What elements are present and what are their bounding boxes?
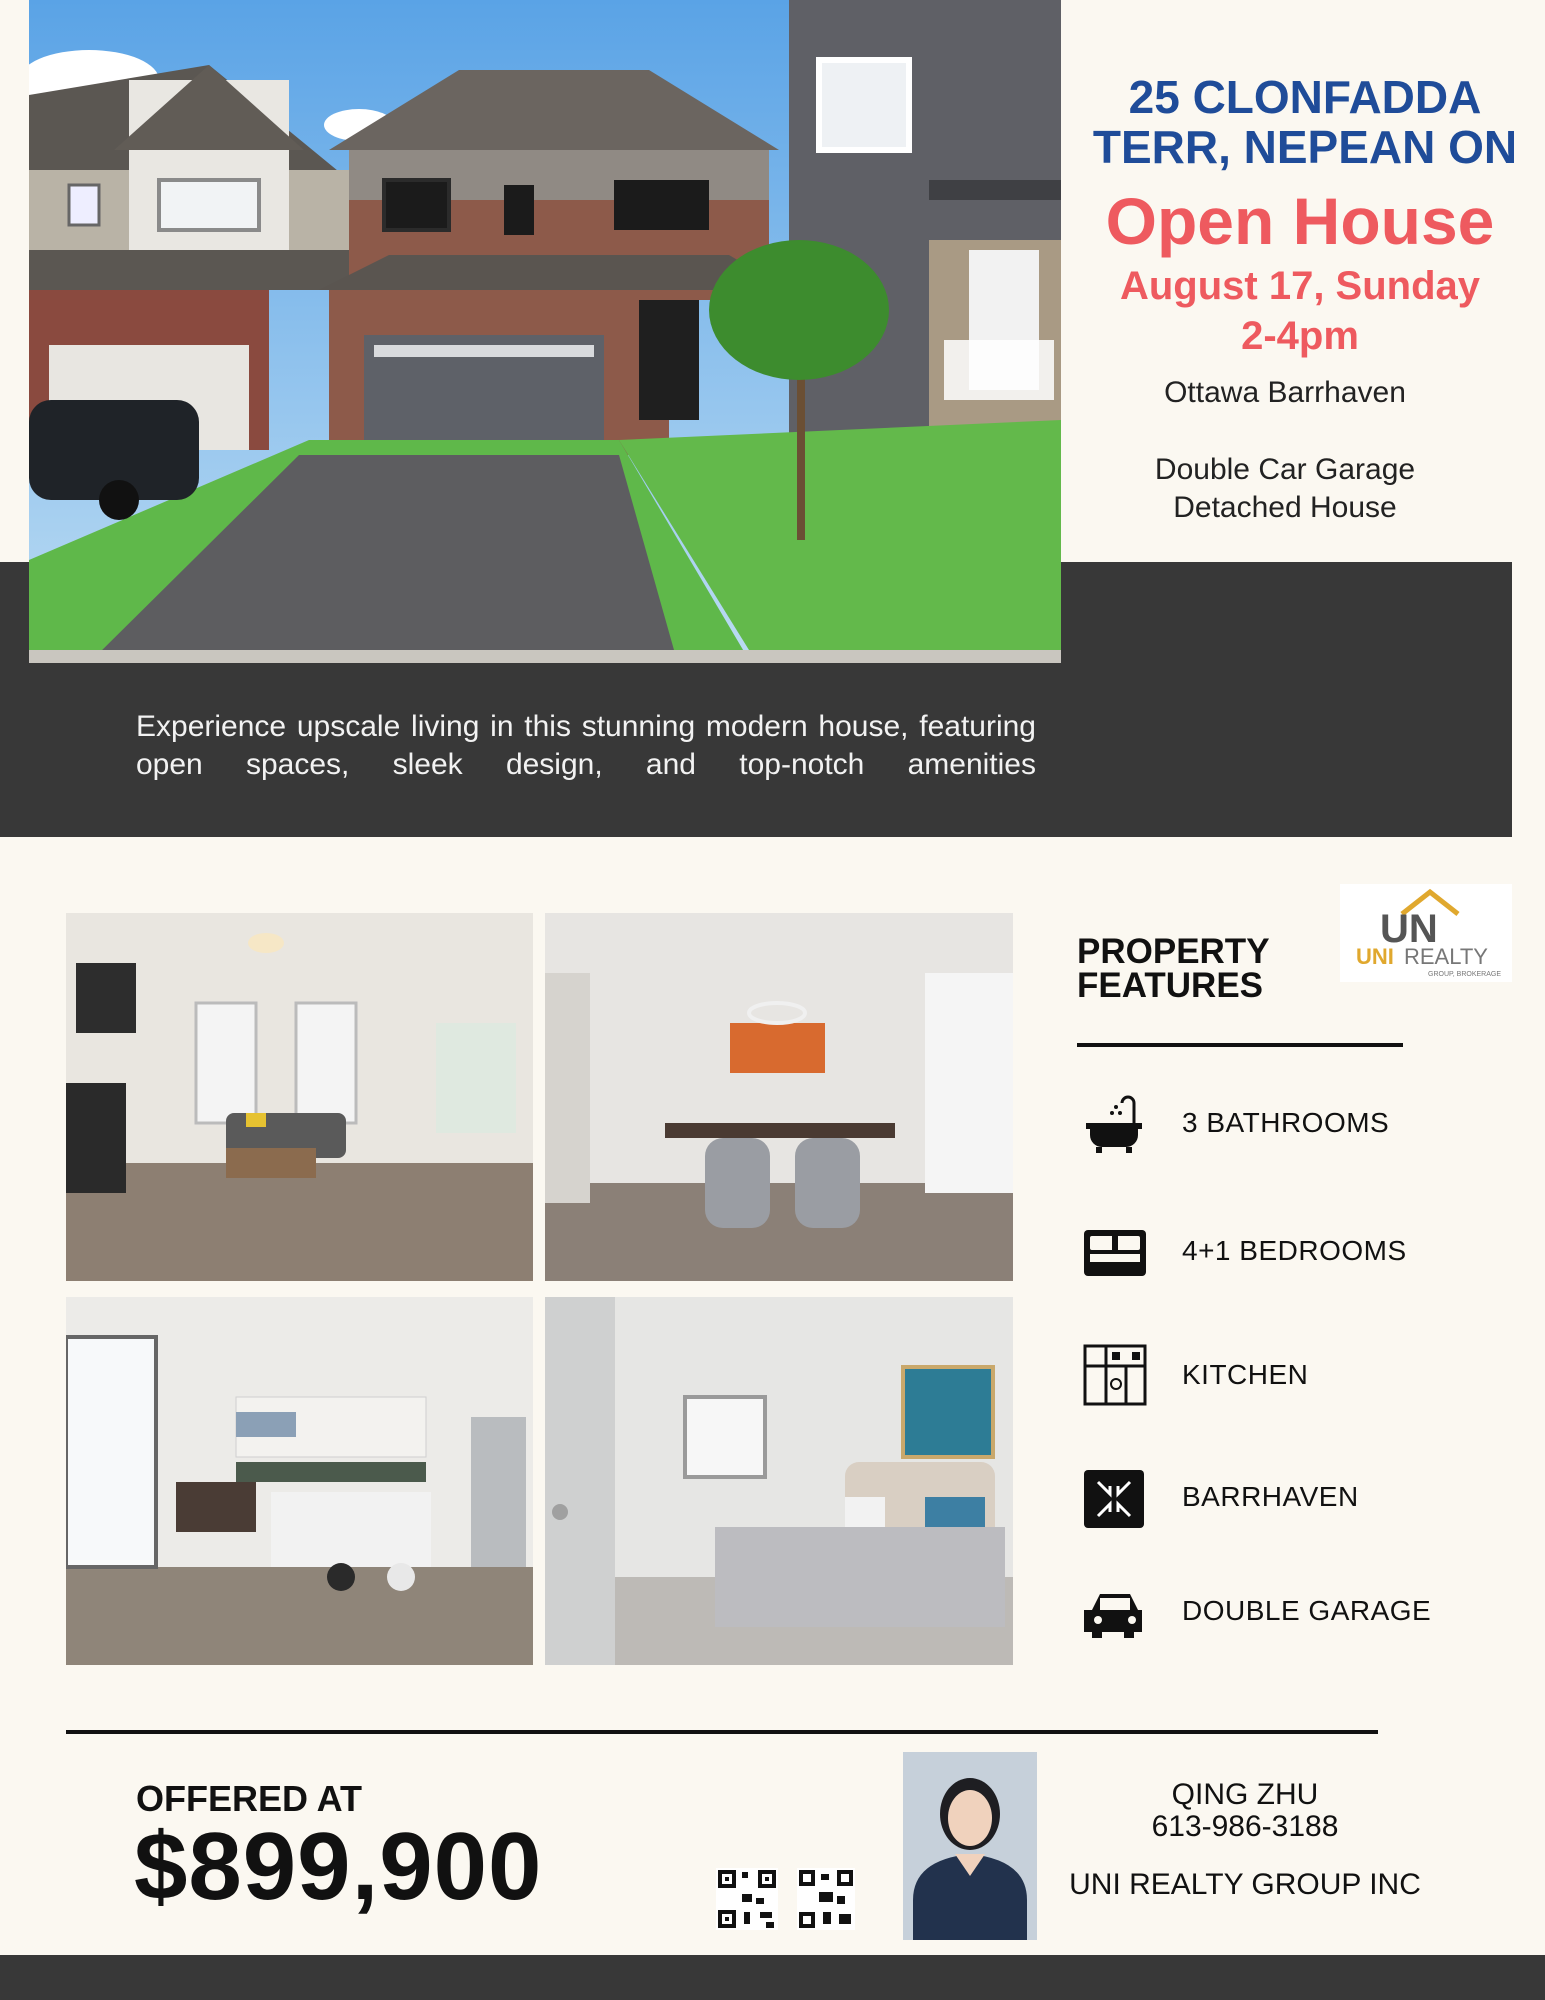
logo-name: REALTY — [1404, 944, 1488, 969]
car-icon — [1082, 1582, 1148, 1644]
features-title — [1077, 932, 1270, 1005]
features-title-line1: PROPERTY — [1077, 932, 1270, 971]
house-type: Detached House — [1173, 491, 1397, 524]
feature-location: BARRHAVEN — [1182, 1481, 1359, 1512]
property-address: 25 CLONFADDA TERR, NEPEAN ON — [1092, 71, 1518, 173]
feature-garage: DOUBLE GARAGE — [1182, 1595, 1432, 1626]
price: $899,900 — [134, 1813, 543, 1920]
footer-band — [0, 1955, 1545, 2000]
agent-phone[interactable]: 613-986-3188 — [1151, 1810, 1339, 1843]
uni-realty-logo — [1340, 884, 1512, 982]
bathtub-icon — [1082, 1093, 1148, 1155]
kitchen-photo — [66, 1297, 533, 1665]
bed-icon — [1082, 1222, 1148, 1284]
kitchen-icon — [1082, 1344, 1148, 1406]
features-divider — [1077, 1043, 1403, 1047]
dining-room-photo — [545, 913, 1013, 1281]
agent-photo — [903, 1752, 1037, 1940]
footer-divider — [66, 1730, 1378, 1734]
agency-name: UNI REALTY GROUP INC — [1069, 1868, 1421, 1901]
features-title-line2: FEATURES — [1077, 966, 1264, 1005]
feature-kitchen: KITCHEN — [1182, 1359, 1309, 1390]
living-room-photo — [66, 913, 533, 1281]
feature-bedrooms: 4+1 BEDROOMS — [1182, 1235, 1407, 1266]
garage-summary: Double Car Garage — [1154, 453, 1416, 486]
house-summary — [1085, 451, 1485, 527]
feature-bathrooms: 3 BATHROOMS — [1182, 1107, 1390, 1138]
location-compress-icon — [1082, 1468, 1148, 1530]
tagline: Experience upscale living in this stunning modern house, featuring open spaces, sleek design, and top-notch amenities — [136, 710, 1036, 781]
qr-code-icon[interactable] — [716, 1868, 778, 1930]
area-label: Ottawa Barrhaven — [1164, 376, 1406, 409]
logo-accent: UNI — [1356, 944, 1394, 969]
open-house-date: August 17, Sunday — [1119, 264, 1481, 308]
hero-house-photo — [29, 0, 1061, 663]
open-house-heading: Open House — [1105, 184, 1495, 258]
offered-at-label: OFFERED AT — [136, 1778, 362, 1819]
bedroom-photo — [545, 1297, 1013, 1665]
open-house-time: 2-4pm — [1241, 314, 1359, 358]
logo-subtitle: GROUP, BROKERAGE — [1428, 971, 1502, 978]
logo-mark: UN — [1380, 907, 1438, 951]
qr-code-icon-2[interactable] — [797, 1868, 855, 1930]
agent-name: QING ZHU — [1171, 1778, 1319, 1811]
